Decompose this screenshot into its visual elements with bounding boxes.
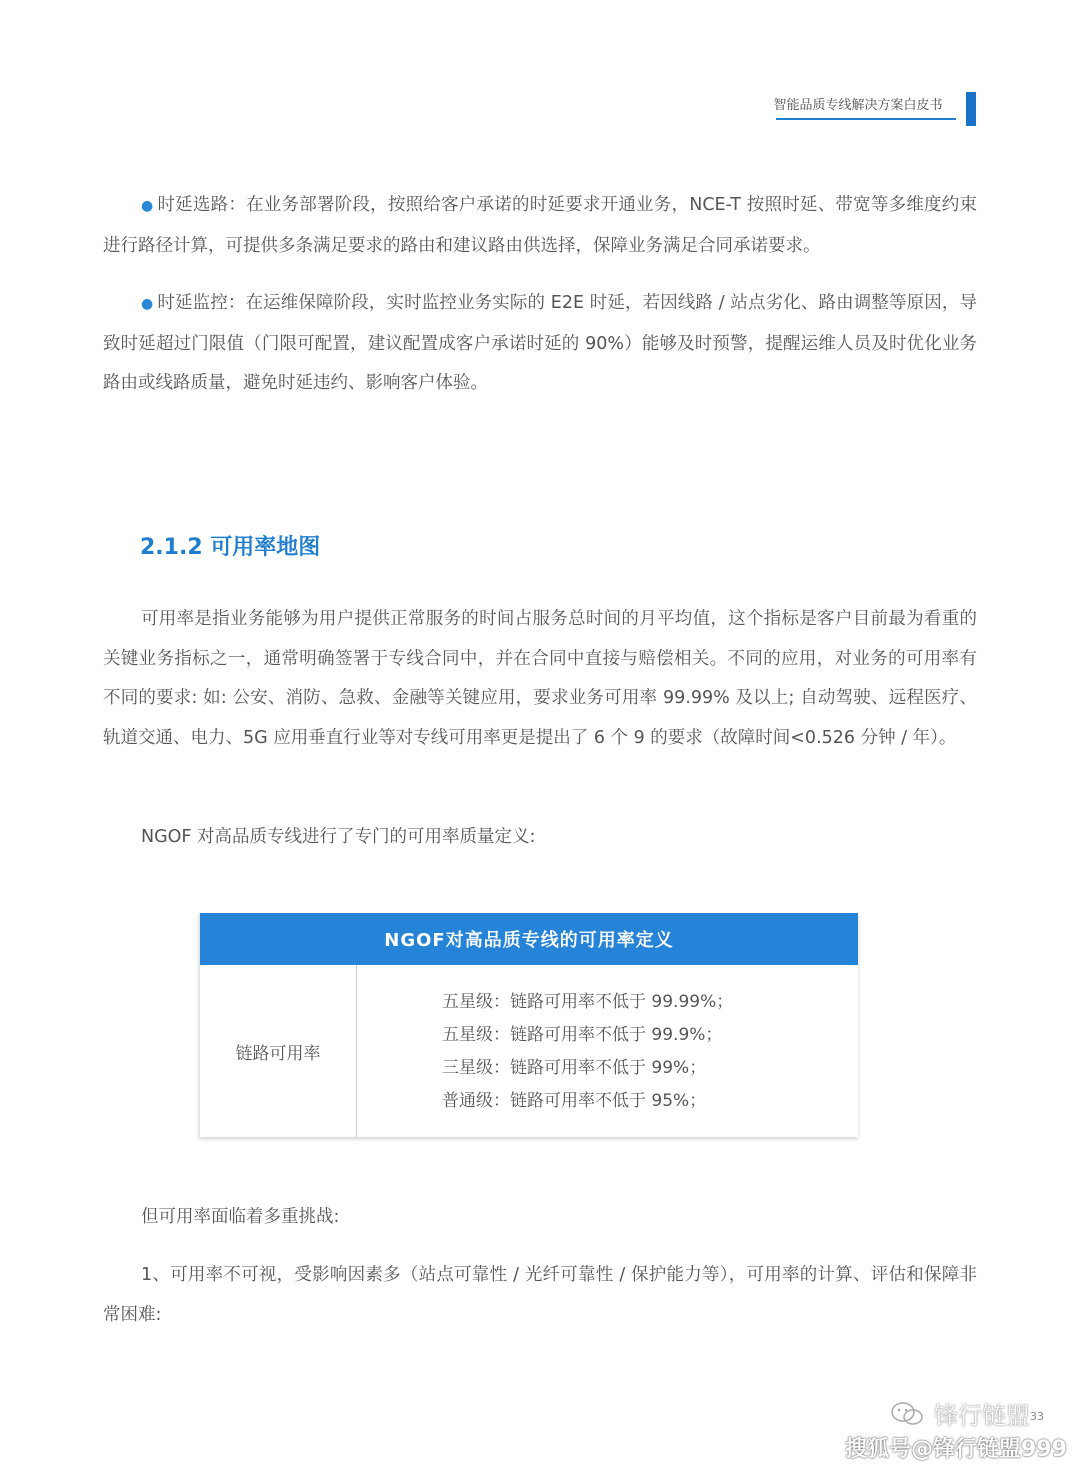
bullet-latency-routing-text: 时延选路：在业务部署阶段，按照给客户承诺的时延要求开通业务，NCE-T 按照时延、带宽等多维度约束进行路径计算，可提供多条满足要求的路由和建议路由供选择，保障业务满足合同承诺要求。 xyxy=(103,195,978,256)
table-level-item: 五星级：链路可用率不低于 99.9%； xyxy=(442,1025,723,1045)
section-heading: 2.1.2 可用率地图 xyxy=(140,535,321,560)
watermark-site: 搜狐号@锋行链盟999 xyxy=(845,1437,1067,1462)
table-level-item: 五星级：链路可用率不低于 99.99%； xyxy=(442,992,734,1012)
table-level-item: 三星级：链路可用率不低于 99%； xyxy=(442,1058,707,1078)
table-body xyxy=(200,965,858,1137)
bullet-latency-monitoring xyxy=(103,284,977,404)
ngof-intro-paragraph: NGOF 对高品质专线进行了专门的可用率质量定义: xyxy=(141,827,536,847)
bullet-latency-routing xyxy=(103,186,977,266)
challenge-point-1: 1、可用率不可视，受影响因素多（站点可靠性 / 光纤可靠性 / 保护能力等），可用率的计算、评估和保障非常困难: xyxy=(103,1265,977,1325)
table-level-list xyxy=(357,965,858,1137)
page-number: 33 xyxy=(1030,1410,1044,1423)
table-header: NGOF对高品质专线的可用率定义 xyxy=(200,913,858,965)
bullet-dot-icon: ● xyxy=(141,296,154,312)
bullet-dot-icon: ● xyxy=(141,198,154,214)
watermark-brand xyxy=(890,1396,1030,1431)
wechat-icon xyxy=(890,1401,926,1427)
table-row-label: 链路可用率 xyxy=(200,965,357,1137)
document-header-title: 智能品质专线解决方案白皮书 xyxy=(773,98,943,113)
challenges-paragraph: 但可用率面临着多重挑战: xyxy=(141,1207,340,1227)
bullet-latency-monitoring-text: 时延监控：在运维保障阶段，实时监控业务实际的 E2E 时延，若因线路 / 站点劣化、路由调整等原因，导致时延超过门限值（门限可配置，建议配置成客户承诺时延的 90%）能够及时预警，提醒运维人员及时优化业务路由或线路质量，避免时延违约、影响客户体验。 xyxy=(103,293,977,393)
header-underline xyxy=(776,118,956,120)
table-level-item: 普通级：链路可用率不低于 95%； xyxy=(442,1091,707,1111)
ngof-availability-table xyxy=(199,913,858,1137)
header-accent-bar xyxy=(966,92,976,126)
availability-intro-paragraph: 可用率是指业务能够为用户提供正常服务的时间占服务总时间的月平均值，这个指标是客户目前最为看重的关键业务指标之一，通常明确签署于专线合同中，并在合同中直接与赔偿相关。不同的应用，对业务的可用率有不同的要求: 如: 公安、消防、急救、金融等关键应用，要求业务可用率 99.99% 及以上; 自动驾驶、远程医疗、轨道交通、电力、5G 应用垂直行业等对专线可用率更是提出了 6 个 9 的要求（故障时间<0.526 分钟 / 年）。 xyxy=(103,609,977,748)
watermark-brand-text: 锋行链盟 xyxy=(934,1402,1030,1430)
